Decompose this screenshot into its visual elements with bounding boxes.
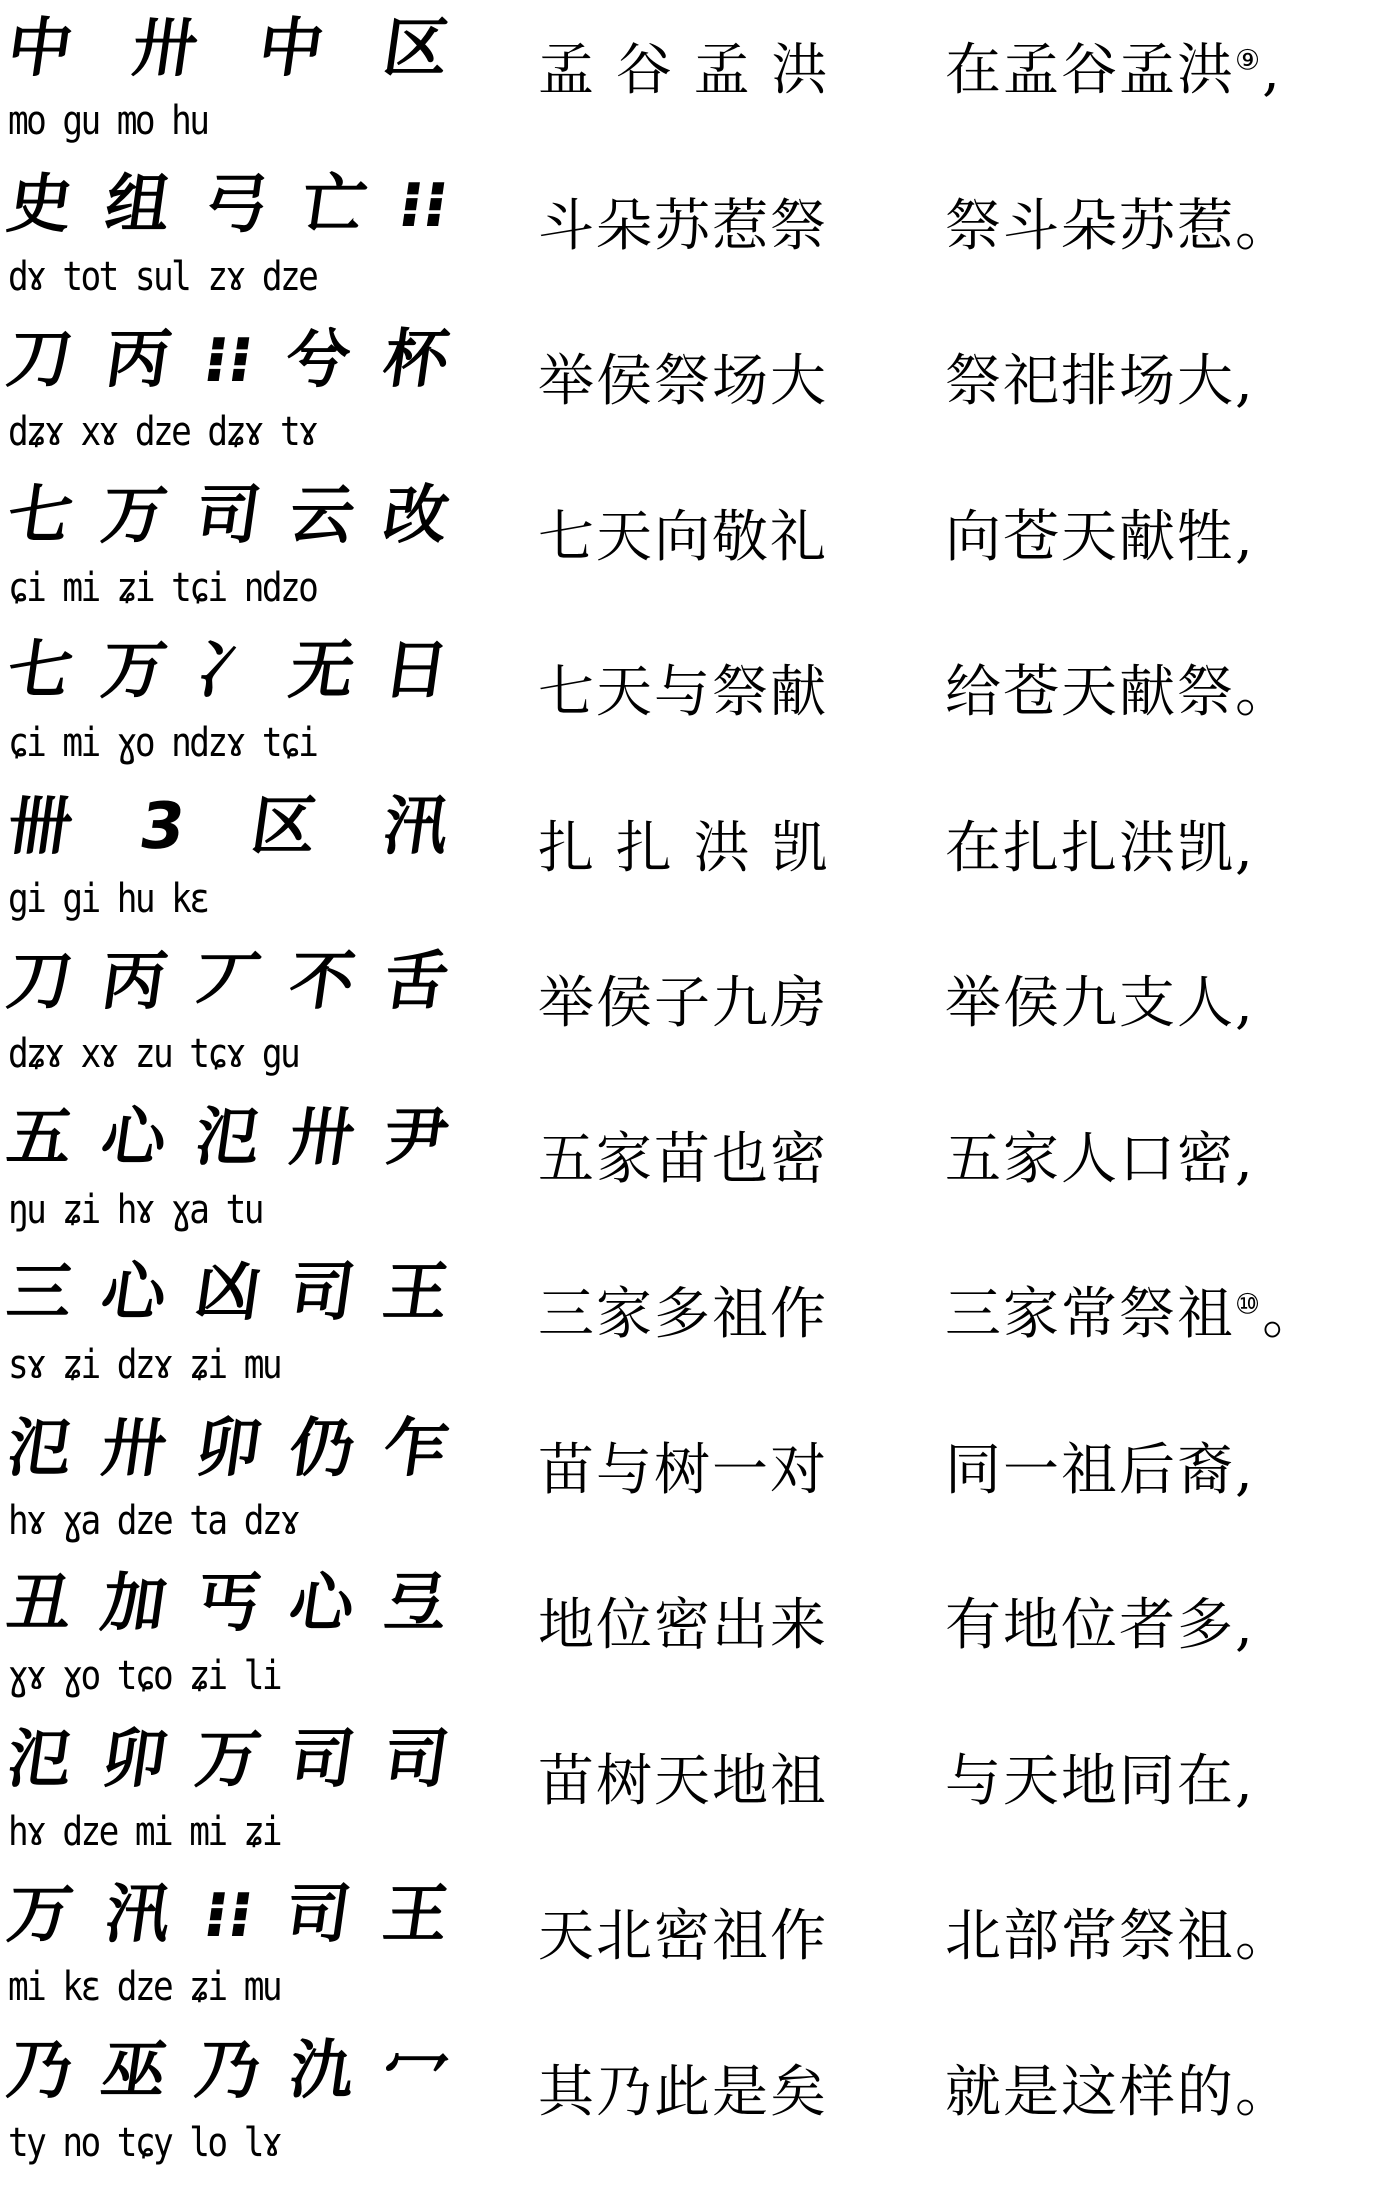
script-glyph: ⁝⁝ [198,1878,258,1952]
phonetic-line: mo gu mo hu [8,98,208,144]
translation-text: 有地位者多 [945,1593,1235,1658]
script-glyph: 司 [284,1722,360,1797]
script-glyph-line [2,8,454,90]
script-glyph-line [2,2030,454,2112]
script-glyph: 万 [2,1878,78,1952]
translation-text: 五家人口密 [945,1126,1235,1192]
footnote-marker: ⑨ [1235,43,1263,77]
script-glyph-line [2,1097,454,1179]
translation-line [945,814,1255,884]
translation-line [945,347,1255,417]
script-glyph: 卅 [284,1100,360,1175]
verse-row [0,4,1384,159]
transliteration-text: 七天与祭献 [538,660,828,725]
script-glyph: 七 [2,634,78,708]
script-glyph-line [2,475,454,557]
translation-line [945,1902,1293,1972]
punctuation-mark: , [1235,1593,1255,1658]
punctuation-mark: , [1235,349,1255,414]
translation-text: 同一祖后裔 [945,1437,1235,1503]
script-glyph: 中 [253,12,328,86]
script-glyph: ⁝⁝ [198,323,258,397]
punctuation-mark: 。 [1235,1904,1293,1969]
script-glyph: 冫 [190,634,266,708]
script-glyph: 汛 [378,789,454,864]
translation-line [945,1591,1255,1661]
script-glyph: 汛 [100,1878,176,1952]
script-glyph: 卯 [96,1722,172,1797]
script-glyph: 乃 [190,2033,266,2108]
translation-text: 祭祀排场大 [945,349,1235,414]
script-glyph-line [2,164,454,246]
script-glyph: 万 [190,1722,266,1797]
script-glyph: 丆 [190,945,266,1019]
script-glyph: 亡 [296,167,371,242]
script-glyph: 弖 [378,1567,454,1641]
phonetic-line: dʑɤ xɤ zu tɕɤ gu [8,1031,299,1077]
verse-row [0,1093,1384,1248]
phonetic-line: ty no tɕy lo lɤ [8,2119,280,2166]
script-glyph: 卯 [190,1411,266,1486]
punctuation-mark: 。 [1235,2059,1293,2125]
script-glyph: 史 [2,167,78,242]
phonetic-line: hɤ ɣa dze ta dzɤ [8,1497,299,1544]
phonetic-line: ɕi mi ɣo ndzɤ tɕi [8,720,317,766]
transliteration-text: 五家苗也密 [538,1126,828,1192]
punctuation-mark: , [1235,504,1255,570]
transliteration-text: 孟 谷 孟 洪 [538,38,830,103]
translation-line [945,658,1293,728]
punctuation-mark: 。 [1262,1282,1321,1347]
punctuation-mark: , [1235,815,1255,881]
script-glyph: 司 [190,478,266,553]
script-glyph: 乍 [378,1411,454,1486]
script-glyph-line [2,786,454,868]
verse-row [0,315,1384,470]
script-glyph: 冖 [378,2033,454,2108]
footnote-marker: ⑩ [1235,1287,1263,1321]
script-glyph: 巫 [96,2033,172,2108]
script-glyph: 组 [100,167,176,242]
transliteration-text: 天北密祖作 [538,1904,828,1969]
script-glyph: 区 [378,12,454,86]
verse-row [0,1248,1384,1403]
script-glyph: 五 [2,1100,78,1175]
transliteration-text: 斗朵苏惹祭 [538,193,828,259]
script-glyph: 卅 [128,12,203,86]
translation-text: 与天地同在 [945,1748,1235,1814]
script-glyph: 刀 [2,945,78,1019]
translation-text: 就是这样的 [945,2059,1235,2125]
script-glyph-line [2,1719,454,1801]
script-glyph: 万 [96,478,172,553]
translation-line [945,1747,1255,1817]
phonetic-line: ŋu ʑi hɤ ɣa tu [8,1186,262,1233]
verse-row [0,160,1384,315]
verse-row [0,471,1384,626]
phonetic-line: dɤ tot sul zɤ dze [8,253,317,300]
script-glyph-line [2,319,454,401]
phonetic-line: ɕi mi ʑi tɕi ndzo [8,564,317,611]
script-glyph: 氿 [284,2033,360,2108]
script-glyph: 刀 [2,323,78,397]
script-glyph: 心 [284,1567,360,1641]
script-glyph-line [2,1874,454,1956]
translation-text: 祭斗朵苏惹 [945,193,1235,259]
script-glyph: 氾 [2,1722,78,1797]
script-glyph: 中 [2,12,78,86]
translation-line [945,1436,1255,1506]
punctuation-mark: , [1235,1126,1255,1192]
script-glyph: 心 [96,1100,172,1175]
script-glyph: 舌 [378,945,454,1019]
phonetic-line: dʑɤ xɤ dze dʑɤ tɤ [8,409,317,455]
transliteration-text: 扎 扎 洪 凯 [538,815,830,881]
script-glyph: 氾 [190,1100,266,1175]
script-glyph: 日 [378,634,454,708]
script-glyph-line [2,630,454,712]
verse-row [0,937,1384,1092]
script-glyph: 卅 [96,1411,172,1486]
script-glyph: 无 [284,634,360,708]
script-glyph: 仍 [284,1411,360,1486]
translation-text: 北部常祭祖 [945,1904,1235,1969]
translation-line [945,36,1282,106]
translation-text: 给苍天献祭 [945,660,1235,725]
script-glyph: 司 [284,1256,360,1330]
script-glyph: 不 [284,945,360,1019]
verse-row [0,1559,1384,1714]
punctuation-mark: 。 [1235,193,1293,259]
script-glyph-line [2,1252,454,1334]
punctuation-mark: , [1235,1748,1255,1814]
punctuation-mark: 。 [1235,660,1293,725]
script-glyph: 司 [280,1878,356,1952]
translation-text: 向苍天献牲 [945,504,1235,570]
script-glyph: 七 [2,478,78,553]
punctuation-mark: , [1235,971,1255,1036]
script-glyph: 兮 [280,323,356,397]
script-glyph: 乃 [2,2033,78,2108]
script-glyph: 丐 [190,1567,266,1641]
punctuation-mark: , [1262,38,1282,103]
phonetic-line: sɤ ʑi dzɤ ʑi mu [8,1342,280,1388]
script-glyph: 云 [284,478,360,553]
script-glyph: 丑 [2,1567,78,1641]
translation-line [945,1125,1255,1195]
script-glyph: 杯 [378,323,454,397]
transliteration-text: 苗树天地祖 [538,1748,828,1814]
script-glyph: 王 [378,1256,454,1330]
punctuation-mark: , [1235,1437,1255,1503]
transliteration-text: 三家多祖作 [538,1282,828,1347]
script-glyph: 凶 [190,1256,266,1330]
script-glyph-line [2,941,454,1023]
script-glyph: 卌 [2,789,78,864]
translation-text: 三家常祭祖 [945,1282,1235,1347]
verse-row [0,2026,1384,2181]
script-glyph-line [2,1408,454,1490]
phonetic-line: gi gi hu kɛ [8,875,208,922]
translation-line [945,503,1255,573]
phonetic-line: hɤ dze mi mi ʑi [8,1808,280,1855]
script-glyph: 加 [96,1567,172,1641]
script-glyph: 区 [246,789,322,864]
transliteration-text: 其乃此是矣 [538,2059,828,2125]
script-glyph: 三 [2,1256,78,1330]
verse-row [0,1715,1384,1870]
transliteration-text: 举侯子九房 [538,971,828,1036]
script-glyph: 弓 [198,167,273,242]
translation-text: 在孟谷孟洪 [945,38,1235,103]
translation-line [945,192,1293,262]
verse-row [0,1870,1384,2025]
phonetic-line: mi kɛ dze ʑi mu [8,1964,280,2010]
transliteration-text: 苗与树一对 [538,1437,828,1503]
verse-row [0,782,1384,937]
transliteration-text: 地位密出来 [538,1593,828,1658]
script-glyph: 丙 [100,323,176,397]
script-glyph: 心 [96,1256,172,1330]
translation-text: 在扎扎洪凯 [945,815,1235,881]
verse-row [0,1404,1384,1559]
transliteration-text: 七天向敬礼 [538,504,828,570]
script-glyph: 万 [96,634,172,708]
script-glyph-line [2,1563,454,1645]
translation-text: 举侯九支人 [945,971,1235,1036]
script-glyph: 王 [378,1878,454,1952]
script-glyph: 丙 [96,945,172,1019]
script-glyph: ⁝⁝ [394,167,454,242]
transliteration-text: 举侯祭场大 [538,349,828,414]
phonetic-line: ɣɤ ɣo tɕo ʑi li [8,1653,280,1699]
translation-line [945,969,1255,1039]
translation-line [945,2058,1293,2128]
script-glyph: 改 [378,478,454,553]
translation-line [945,1280,1320,1350]
script-glyph: 3 [134,789,190,864]
script-glyph: 氾 [2,1411,78,1486]
verse-row [0,626,1384,781]
script-glyph: 司 [378,1722,454,1797]
script-glyph: 尹 [378,1100,454,1175]
